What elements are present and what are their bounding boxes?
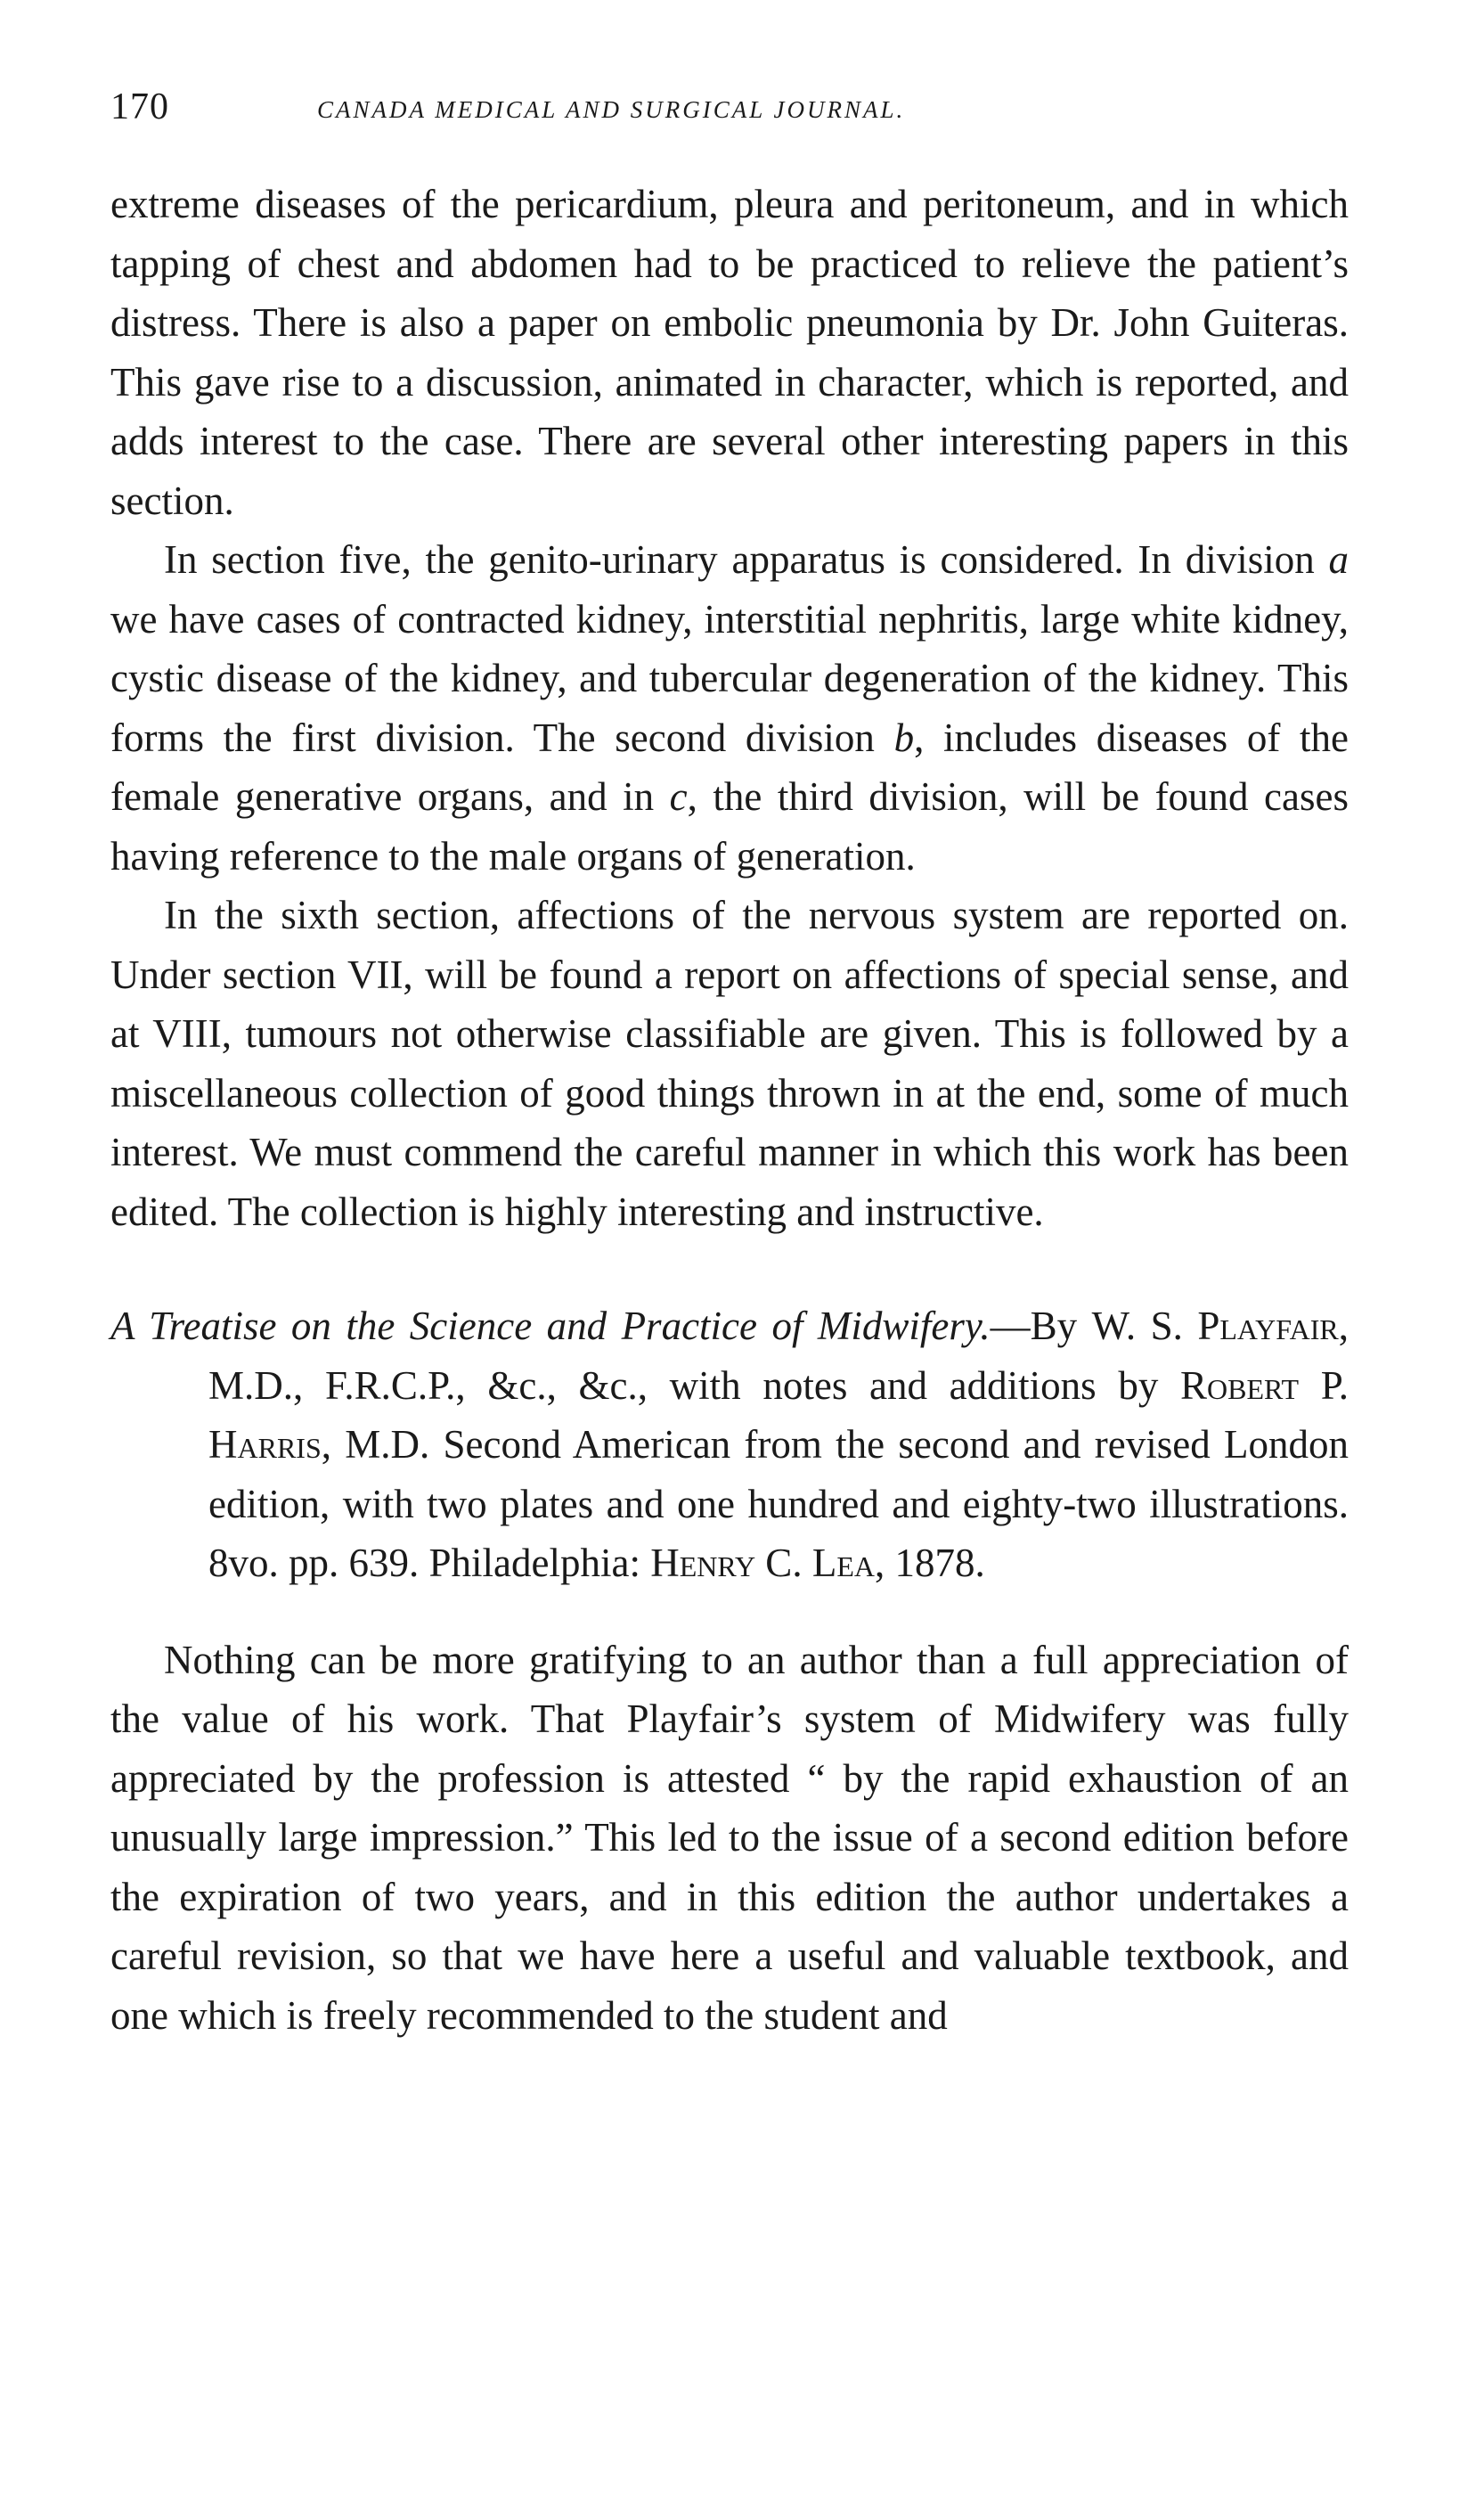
division-letter-a: a (1328, 537, 1349, 582)
division-letter-c: c (669, 774, 688, 819)
paragraph-pericardium: extreme diseases of the pericardium, pleura and peritoneum, and in which tapping of chest and abdomen had to be practiced to relieve the patient’s distress. There is also a paper on embolic pneumonia by Dr. John Guiteras. This gave rise to a discussion, animated in character, which is reported, and adds interest to the case. There are several other interesting papers in this section. (110, 182, 1349, 523)
publisher-name: Henry C. Lea (650, 1541, 875, 1585)
paragraph-review-body: Nothing can be more gratifying to an author than a full appreciation of the value of his work. That Playfair’s system of Midwifery was fully appreciated by the profession is attested “ by the rapid exhaustion of an unusually large impression.” This led to the issue of a second edition before the expiration of two years, and in this edition the author undertakes a careful revision, so that we have here a useful and valuable textbook, and one which is freely recommended to the student and (110, 1637, 1349, 2038)
text-run: —By (990, 1304, 1092, 1348)
text-run: we have cases of contracted kidney, interstitial nephritis, large white kidney, cystic disease of the kidney, and tubercular degeneration of the kidney. This forms the first division. The second division (110, 596, 1349, 760)
division-letter-b: b (893, 715, 915, 760)
review-heading (110, 1296, 1349, 1593)
running-head (110, 86, 1349, 139)
book-title: A Treatise on the Science and Practice of Midwifery. (110, 1304, 991, 1348)
editor-name: Robert P. Harris (208, 1362, 1349, 1467)
text-run: In section five, the genito-urinary apparatus is considered. In division (164, 537, 1329, 582)
paragraph-nervous-system: In the sixth section, affections of the nervous system are reported on. Under section VII, will be found a report on affections of special sense, and at VIII, tumours not otherwise classifiable are given. This is followed by a miscellaneous collection of good things thrown in at the end, some of much interest. We must commend the careful manner in which this work has been edited. The collection is highly interesting and instructive. (110, 893, 1349, 1234)
text-run: , M.D., F.R.C.P., &c., &c., with notes and additions by (208, 1304, 1349, 1408)
journal-page (110, 86, 1349, 2045)
page-number: 170 (110, 86, 169, 127)
journal-title: CANADA MEDICAL AND SURGICAL JOURNAL. (317, 96, 906, 123)
text-run: , the third division, will be found cases having reference to the male organs of generation. (110, 774, 1349, 879)
text-run: , M.D. Second American from the second and revised London edition, with two plates and one hundred and eighty-two illustrations. 8vo. pp. 639. Philadelphia: (208, 1422, 1349, 1585)
paragraph-genito-urinary (110, 530, 1349, 886)
text-run: , includes diseases of the female generative organs, and in (110, 715, 1349, 819)
author-name: W. S. Playfair (1091, 1304, 1339, 1348)
publication-year: , 1878. (874, 1541, 985, 1585)
